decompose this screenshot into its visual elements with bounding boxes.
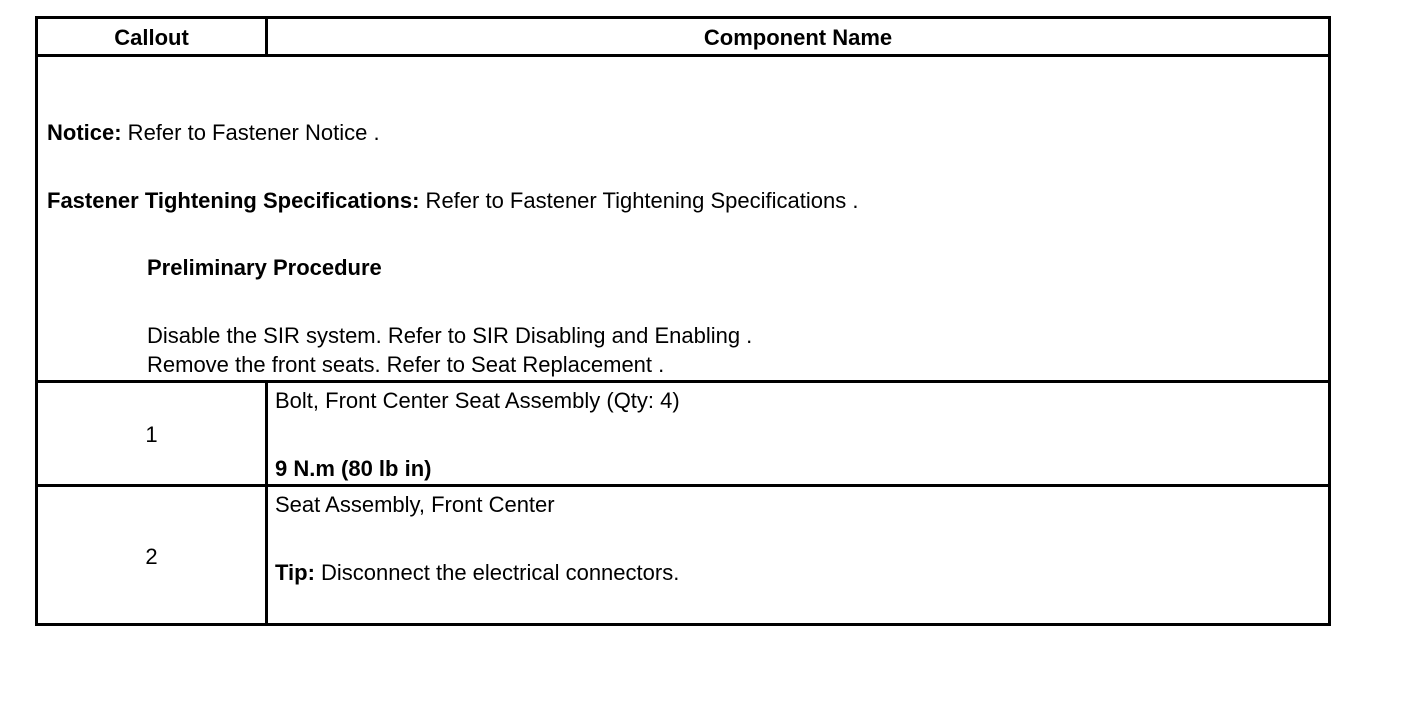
tip-line — [275, 560, 679, 586]
procedure-step: Disable the SIR system. Refer to SIR Disabling and Enabling . — [147, 323, 753, 348]
spec-label: Fastener Tightening Specifications: — [47, 188, 420, 213]
column-divider — [265, 383, 268, 484]
notice-label: Notice: — [47, 120, 122, 145]
callout-number: 2 — [145, 544, 158, 569]
header-callout: Callout — [114, 25, 189, 50]
table-header-row — [38, 19, 1328, 57]
notice-text: Refer to Fastener Notice . — [121, 120, 380, 145]
tip-label: Tip: — [275, 560, 315, 585]
notice-line — [47, 120, 380, 146]
callout-number: 1 — [145, 422, 158, 447]
header-component-name: Component Name — [703, 25, 893, 50]
procedure-step: Remove the front seats. Refer to Seat Replacement . — [147, 352, 665, 377]
column-divider — [265, 487, 268, 623]
procedure-title: Preliminary Procedure — [147, 255, 382, 280]
component-name: Seat Assembly, Front Center — [275, 492, 555, 517]
preliminary-row — [38, 57, 1328, 383]
table-row — [38, 487, 1328, 623]
component-name: Bolt, Front Center Seat Assembly (Qty: 4) — [275, 388, 680, 413]
torque-spec: 9 N.m (80 lb in) — [275, 456, 432, 481]
spec-line — [47, 188, 858, 214]
tip-text: Disconnect the electrical connectors. — [314, 560, 680, 585]
spec-text: Refer to Fastener Tightening Specifications . — [419, 188, 859, 213]
table-row — [38, 383, 1328, 487]
component-table — [35, 16, 1331, 626]
